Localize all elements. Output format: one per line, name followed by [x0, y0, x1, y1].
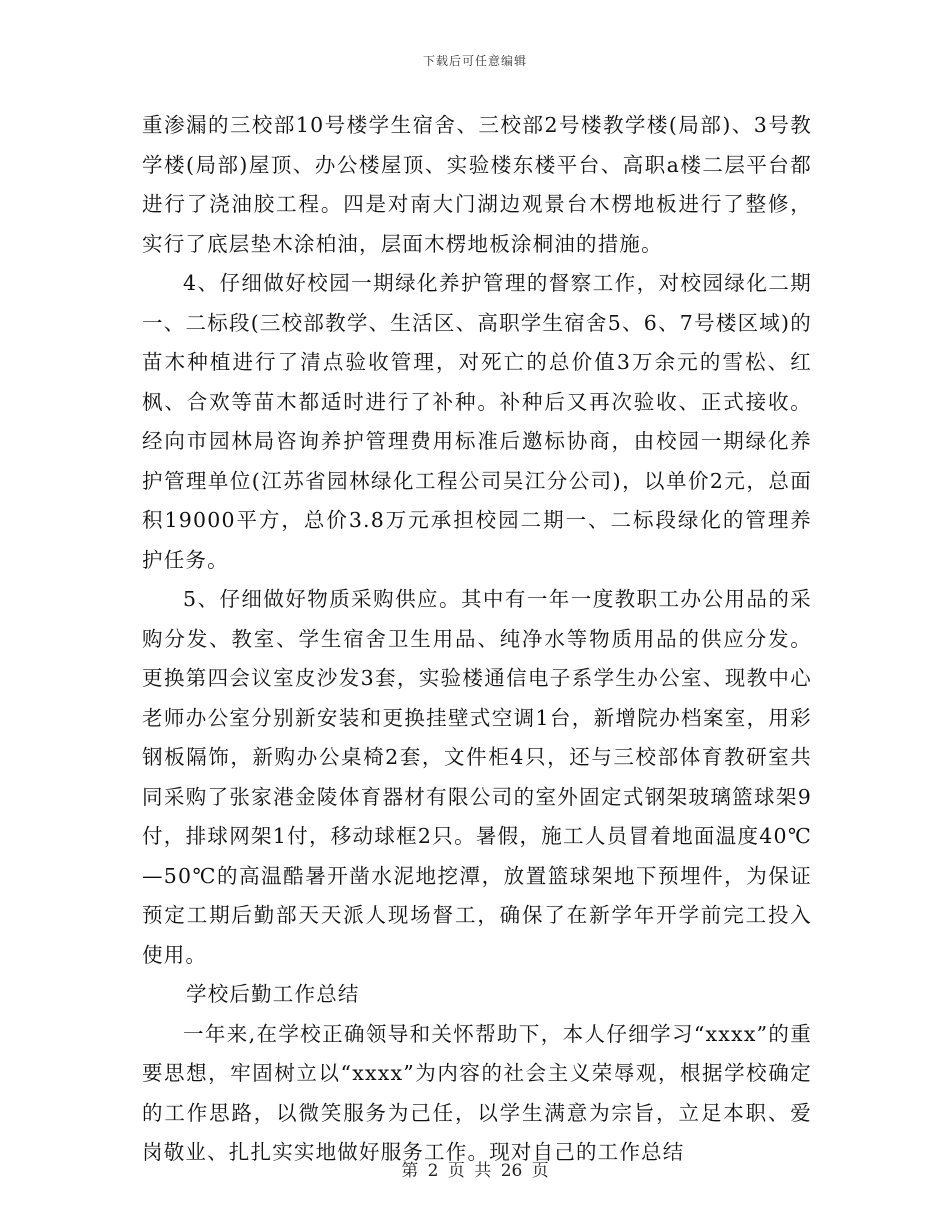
paragraph-greening-maintenance: 4、仔细做好校园一期绿化养护管理的督察工作，对校园绿化二期一、二标段(三校部教学、生活区、高职学生宿舍5、6、7号楼区域)的苗木种植进行了清点验收管理，对死亡的总价值3万余元的雪松、红枫、合欢等苗木都适时进行了补种。补种后又再次验收、正式接收。经向市园林局咨询养护管理费用标准后邀标协商，由校园一期绿化养护管理单位(江苏省园林绿化工程公司吴江分公司)，以单价2元，总面积19000平方，总价3.8万元承担校园二期一、二标段绿化的管理养护任务。: [142, 271, 812, 572]
page-header-note: 下载后可任意编辑: [422, 54, 527, 68]
section-heading: 学校后勤工作总结: [186, 982, 360, 1006]
page-number-footer: 第 2 页 共 26 页: [401, 1161, 549, 1181]
paragraph-summary-intro: 一年来,在学校正确领导和关怀帮助下，本人仔细学习“xxxx”的重要思想，牢固树立以“xxxx”为内容的社会主义荣辱观，根据学校确定的工作思路，以微笑服务为己任，以学生满意为宗旨，立足本职、爱岗敬业、扎扎实实地做好服务工作。现对自己的工作总结: [142, 1021, 812, 1164]
document-body: [142, 106, 812, 1173]
paragraph-continuation: 重渗漏的三校部10号楼学生宿舍、三校部2号楼教学楼(局部)、3号教学楼(局部)屋顶、办公楼屋顶、实验楼东楼平台、高职a楼二层平台都进行了浇油胶工程。四是对南大门湖边观景台木楞地板进行了整修，实行了底层垫木涂柏油，层面木楞地板涂桐油的措施。: [142, 113, 812, 256]
paragraph-material-procurement: 5、仔细做好物质采购供应。其中有一年一度教职工办公用品的采购分发、教室、学生宿舍卫生用品、纯净水等物质用品的供应分发。更换第四会议室皮沙发3套，实验楼通信电子系学生办公室、现教中心老师办公室分别新安装和更换挂壁式空调1台，新增院办档案室，用彩钢板隔饰，新购办公桌椅2套，文件柜4只，还与三校部体育教研室共同采购了张家港金陵体育器材有限公司的室外固定式钢架玻璃篮球架9付，排球网架1付，移动球框2只。暑假，施工人员冒着地面温度40℃—50℃的高温酷暑开凿水泥地挖潭，放置篮球架地下预埋件，为保证预定工期后勤部天天派人现场督工，确保了在新学年开学前完工投入使用。: [142, 587, 812, 967]
